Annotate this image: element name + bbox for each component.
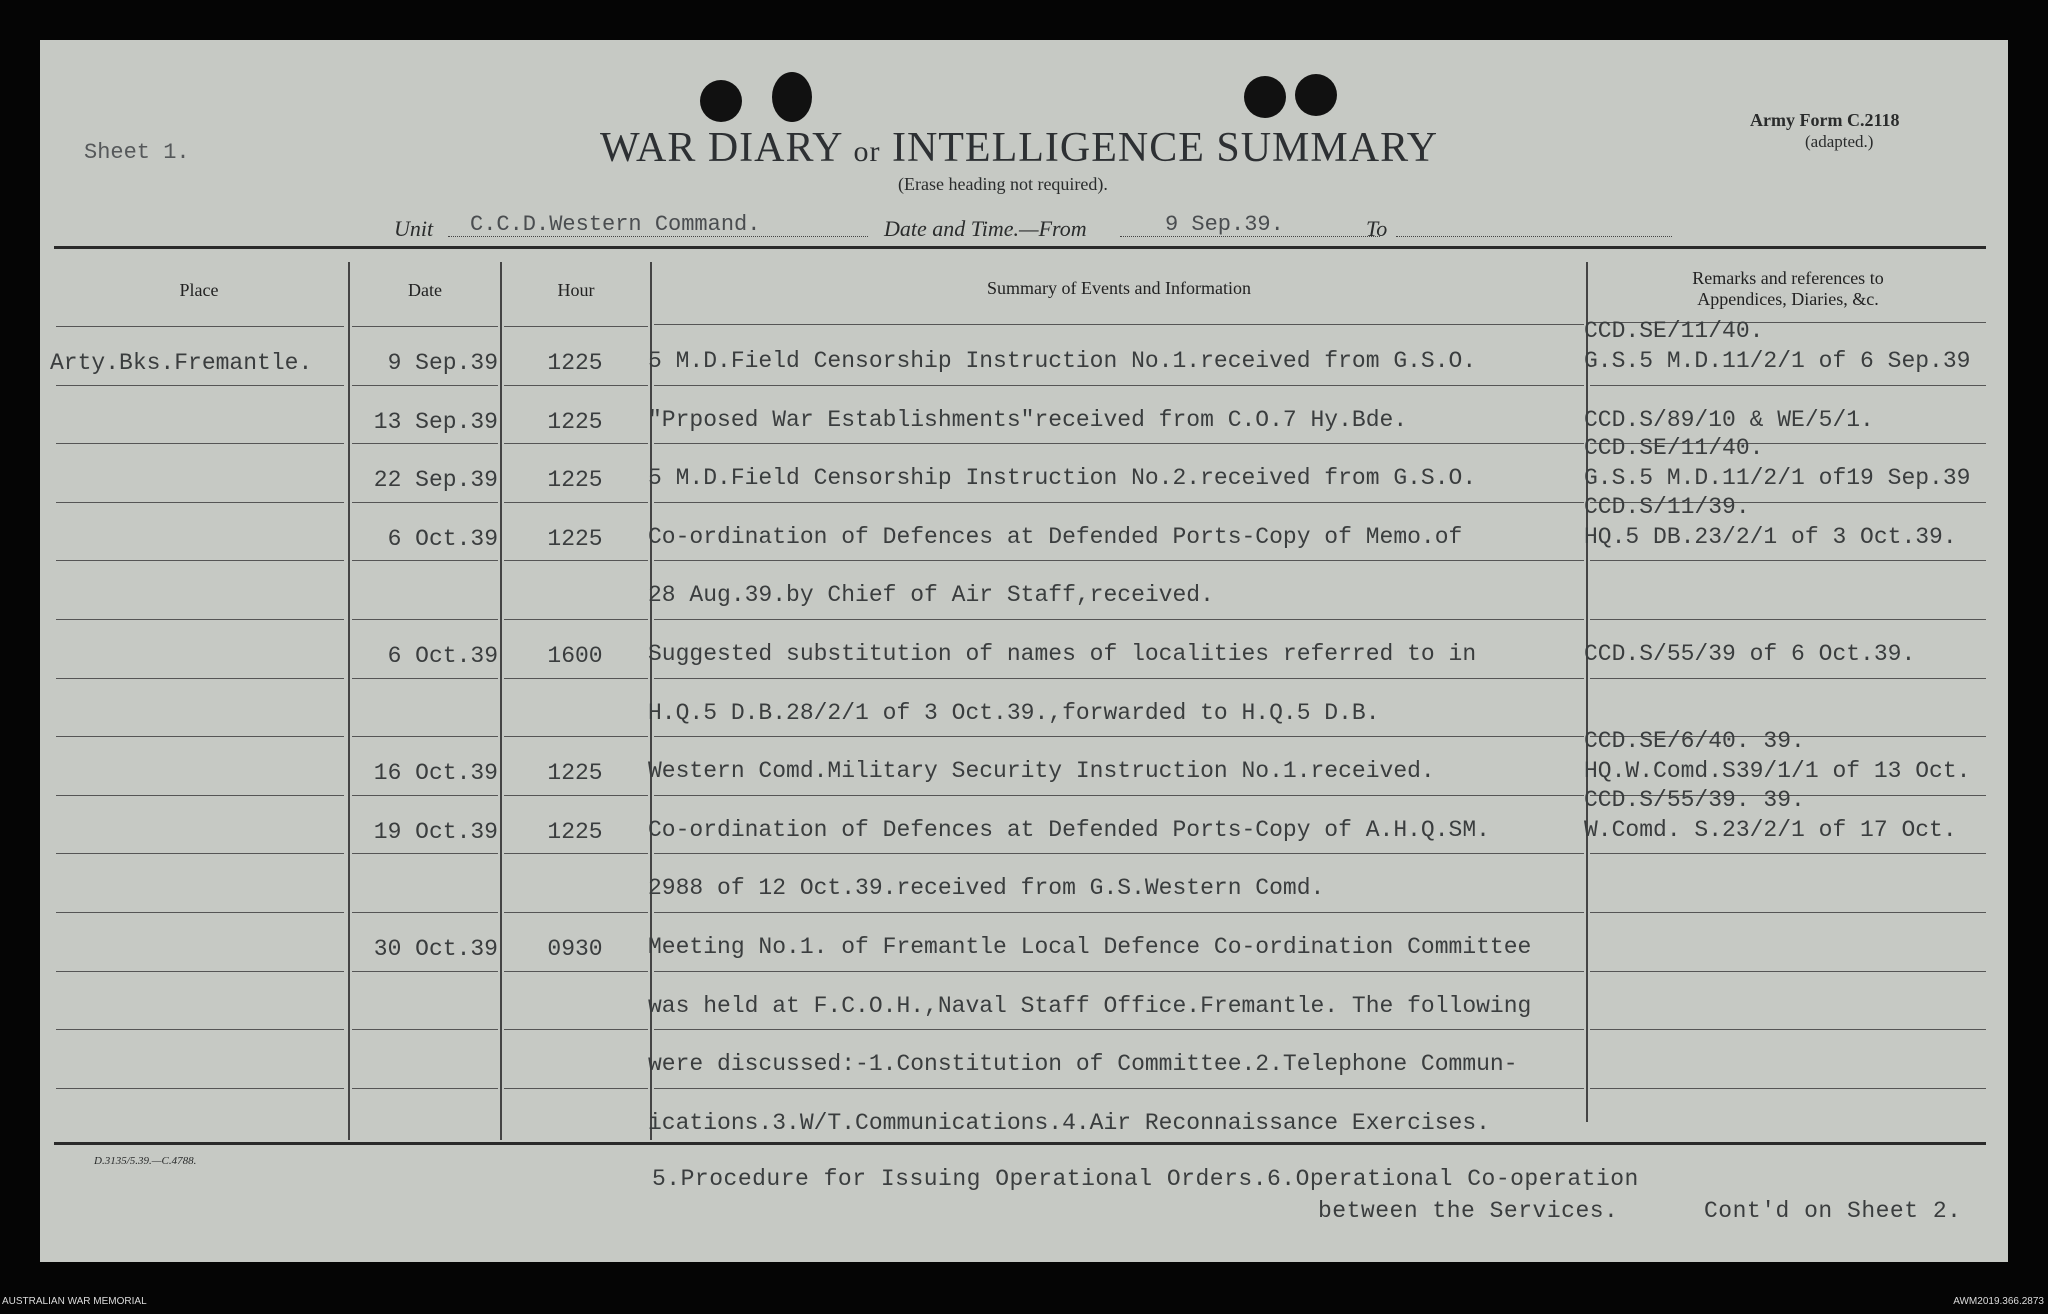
title-part-2: INTELLIGENCE SUMMARY (891, 125, 1439, 171)
row-line (504, 385, 648, 386)
row-line (504, 1088, 648, 1089)
row-line (352, 795, 498, 796)
row-summary: was held at F.C.O.H.,Naval Staff Office.Fremantle. The following (648, 992, 1532, 1019)
row-line (56, 1029, 344, 1030)
row-line (504, 619, 648, 620)
row-line (56, 736, 344, 737)
row-line (504, 1029, 648, 1030)
row-line (654, 795, 1584, 796)
row-line (654, 1088, 1584, 1089)
row-line (654, 324, 1584, 325)
form-adapted: (adapted.) (1805, 132, 1874, 151)
row-line (654, 678, 1584, 679)
row-line (352, 502, 498, 503)
continued-line-1: 5.Procedure for Issuing Operational Orders.6.Operational Co-operation (652, 1166, 1639, 1192)
row-line (352, 385, 498, 386)
row-line (654, 443, 1584, 444)
row-line (56, 502, 344, 503)
row-line (352, 736, 498, 737)
row-line (1590, 971, 1986, 972)
continued-line-2: between the Services. (1318, 1198, 1619, 1224)
row-summary: were discussed:-1.Constitution of Committee.2.Telephone Commun- (648, 1051, 1518, 1078)
punch-hole-icon (1295, 74, 1337, 116)
row-summary: H.Q.5 D.B.28/2/1 of 3 Oct.39.,forwarded to H.Q.5 D.B. (648, 699, 1380, 726)
row-summary: ications.3.W/T.Communications.4.Air Reconnaissance Exercises. (648, 1109, 1490, 1136)
archive-credit: AUSTRALIAN WAR MEMORIAL (2, 1296, 147, 1307)
row-line (1590, 678, 1986, 679)
row-summary: Suggested substitution of names of localities referred to in (648, 641, 1477, 667)
row-line (56, 853, 344, 854)
punch-hole-icon (1244, 76, 1286, 118)
row-remark-top: CCD.SE/11/40. (1584, 318, 1764, 344)
row-line (654, 619, 1584, 620)
row-line (504, 912, 648, 913)
to-underline (1396, 236, 1672, 237)
row-line (504, 443, 648, 444)
row-remark: G.S.5 M.D.11/2/1 of 6 Sep.39 (1584, 348, 1971, 374)
row-line (654, 502, 1584, 503)
unit-value: C.C.D.Western Command. (470, 212, 761, 237)
row-line (352, 619, 498, 620)
row-line (504, 853, 648, 854)
row-hour: 1600 (547, 643, 603, 669)
row-line (1590, 385, 1986, 386)
row-line (352, 326, 498, 327)
row-summary: Co-ordination of Defences at Defended Ports-Copy of A.H.Q.SM. (648, 816, 1490, 843)
remarks-header-line-2: Appendices, Diaries, &c. (1697, 289, 1879, 309)
unit-underline (448, 236, 868, 237)
row-date: 30 Oct.39 (373, 936, 498, 962)
column-header-remarks (1590, 268, 1986, 310)
remarks-header-line-1: Remarks and references to (1692, 268, 1884, 288)
row-line (352, 912, 498, 913)
column-divider (1586, 262, 1588, 1122)
row-line (352, 560, 498, 561)
row-line (56, 678, 344, 679)
row-remark: HQ.W.Comd.S39/1/1 of 13 Oct. (1584, 758, 1971, 785)
row-line (1590, 1029, 1986, 1030)
row-remark-top: CCD.SE/6/40. 39. (1584, 728, 1805, 755)
row-line (352, 1029, 498, 1030)
row-line (1590, 619, 1986, 620)
row-date: 6 Oct.39 (387, 525, 498, 552)
row-remark: HQ.5 DB.23/2/1 of 3 Oct.39. (1584, 523, 1957, 550)
row-line (504, 678, 648, 679)
column-header-date: Date (408, 280, 442, 300)
row-line (56, 971, 344, 972)
row-line (654, 1029, 1584, 1030)
row-line (654, 736, 1584, 737)
unit-label: Unit (394, 216, 434, 241)
row-line (352, 853, 498, 854)
row-date: 22 Sep.39 (373, 467, 498, 494)
row-line (654, 912, 1584, 913)
row-line (56, 912, 344, 913)
row-hour: 1225 (547, 818, 603, 845)
row-line (1590, 560, 1986, 561)
row-remark: G.S.5 M.D.11/2/1 of19 Sep.39 (1584, 465, 1971, 492)
row-remark: CCD.S/55/39 of 6 Oct.39. (1584, 641, 1916, 667)
column-header-summary: Summary of Events and Information (987, 278, 1251, 298)
continued-note: Cont'd on Sheet 2. (1704, 1198, 1962, 1224)
row-line (504, 971, 648, 972)
to-label: To (1366, 216, 1388, 241)
row-date: 13 Sep.39 (373, 408, 498, 435)
diary-page (40, 40, 2008, 1262)
row-place: Arty.Bks.Fremantle. (50, 350, 313, 376)
row-summary: 28 Aug.39.by Chief of Air Staff,received. (648, 582, 1214, 609)
date-label: Date and Time.—From (884, 216, 1087, 241)
row-line (352, 971, 498, 972)
row-line (654, 971, 1584, 972)
row-line (56, 1088, 344, 1089)
row-line (654, 385, 1584, 386)
row-hour: 1225 (547, 467, 603, 494)
table-top-rule (54, 246, 1986, 249)
row-remark-top: CCD.S/55/39. 39. (1584, 786, 1805, 813)
row-line (1590, 853, 1986, 854)
archive-reference: AWM2019.366.2873 (1953, 1296, 2044, 1307)
row-summary: Meeting No.1. of Fremantle Local Defence Co-ordination Committee (648, 934, 1532, 960)
row-line (1590, 1088, 1986, 1089)
row-date: 9 Sep.39 (387, 350, 498, 376)
print-code: D.3135/5.39.—C.4788. (94, 1155, 197, 1167)
row-line (56, 795, 344, 796)
row-hour: 1225 (547, 408, 603, 435)
row-hour: 1225 (547, 350, 603, 376)
row-date: 16 Oct.39 (373, 760, 498, 787)
row-remark: CCD.S/89/10 & WE/5/1. (1584, 406, 1874, 433)
row-summary: 5 M.D.Field Censorship Instruction No.1.received from G.S.O. (648, 348, 1477, 374)
row-summary: Co-ordination of Defences at Defended Ports-Copy of Memo.of (648, 523, 1463, 550)
row-line (56, 560, 344, 561)
row-summary: Western Comd.Military Security Instruction No.1.received. (648, 758, 1435, 785)
column-divider (348, 262, 350, 1140)
page-title (600, 124, 1438, 172)
punch-hole-icon (700, 80, 742, 122)
row-summary: 5 M.D.Field Censorship Instruction No.2.received from G.S.O. (648, 465, 1477, 492)
row-hour: 1225 (547, 525, 603, 552)
row-remark-top: CCD.SE/11/40. (1584, 435, 1764, 462)
row-line (56, 385, 344, 386)
row-line (1590, 912, 1986, 913)
column-divider (500, 262, 502, 1140)
row-line (504, 795, 648, 796)
row-date: 19 Oct.39 (373, 818, 498, 845)
row-line (654, 853, 1584, 854)
row-line (504, 326, 648, 327)
row-line (56, 619, 344, 620)
row-summary: "Prposed War Establishments"received from C.O.7 Hy.Bde. (648, 406, 1408, 433)
row-hour: 0930 (547, 936, 603, 962)
row-date: 6 Oct.39 (387, 643, 498, 669)
row-line (56, 326, 344, 327)
title-part-1: WAR DIARY (600, 125, 842, 171)
form-number: Army Form C.2118 (1750, 110, 1900, 130)
row-remark-top: CCD.S/11/39. (1584, 493, 1750, 520)
date-from: 9 Sep.39. (1165, 212, 1284, 237)
row-line (504, 502, 648, 503)
row-line (352, 678, 498, 679)
column-header-place: Place (179, 280, 219, 300)
page-subtitle: (Erase heading not required). (898, 174, 1108, 194)
row-line (504, 560, 648, 561)
column-header-hour: Hour (557, 280, 595, 300)
sheet-number: Sheet 1. (84, 140, 190, 165)
row-line (56, 443, 344, 444)
row-hour: 1225 (547, 760, 603, 787)
date-underline (1120, 236, 1380, 237)
row-remark: W.Comd. S.23/2/1 of 17 Oct. (1584, 816, 1957, 843)
row-line (352, 1088, 498, 1089)
row-line (504, 736, 648, 737)
title-or: or (853, 135, 881, 168)
table-bottom-rule (54, 1142, 1986, 1145)
punch-hole-icon (772, 72, 812, 122)
row-line (654, 560, 1584, 561)
row-line (352, 443, 498, 444)
row-summary: 2988 of 12 Oct.39.received from G.S.Western Comd. (648, 875, 1325, 902)
